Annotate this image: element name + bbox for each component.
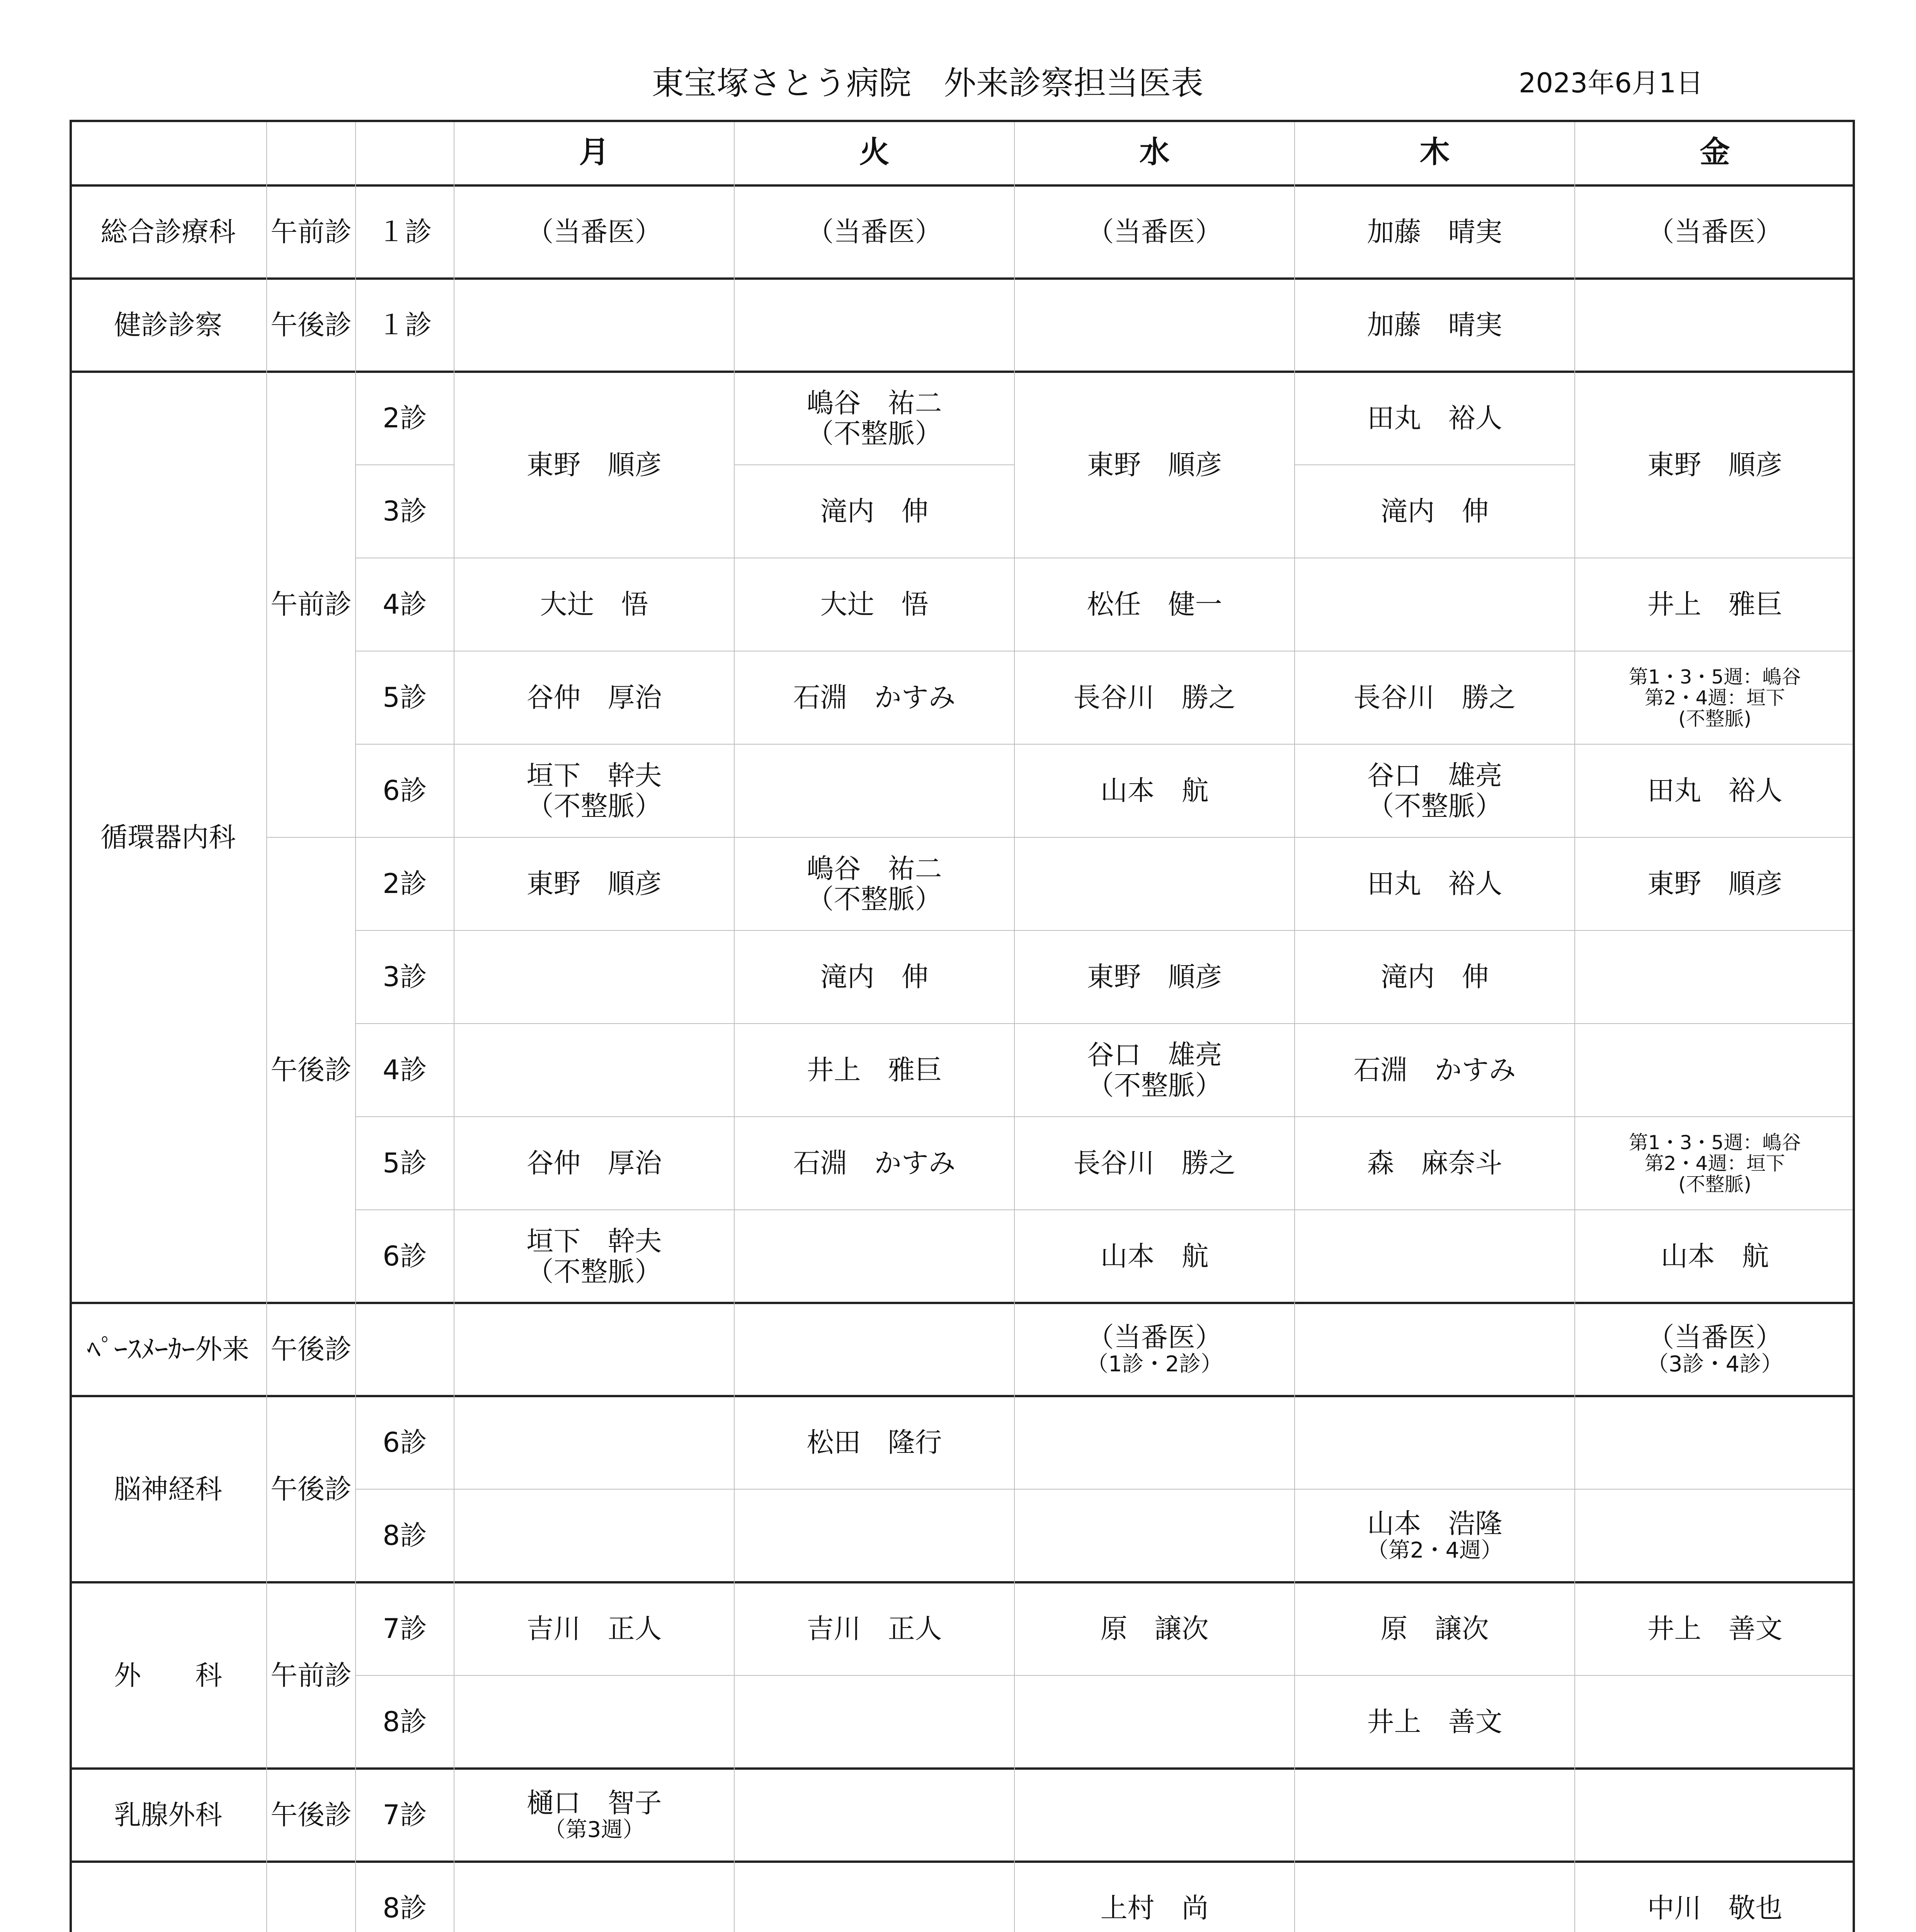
- day-header: 木: [1419, 135, 1450, 170]
- doctor-cell-line: 原 譲次: [1380, 1613, 1489, 1645]
- doctor-cell: [1575, 372, 1855, 558]
- department-name-line: 外 科: [114, 1659, 222, 1691]
- doctor-cell-line: 加藤 晴実: [1367, 216, 1503, 248]
- doctor-cell: [1575, 651, 1855, 744]
- doctor-cell: [454, 1582, 734, 1675]
- room-number: 3診: [383, 961, 427, 993]
- doctor-cell-line: 東野 順彦: [1087, 449, 1222, 481]
- room-number: １診: [378, 309, 432, 341]
- room-number: 8診: [383, 1706, 427, 1738]
- doctor-cell-line: （不整脈）: [1087, 1069, 1222, 1101]
- doctor-cell-line: （1診・2診）: [1086, 1352, 1223, 1377]
- doctor-cell-line: 山本 航: [1100, 1240, 1209, 1272]
- doctor-cell-line: （当番医）: [526, 216, 662, 248]
- doctor-cell-line: 谷仲 厚治: [526, 1147, 662, 1179]
- doctor-cell: [1014, 1862, 1295, 1932]
- doctor-cell-line: (不整脈): [1678, 1173, 1751, 1196]
- room-number: 2診: [383, 868, 427, 900]
- doctor-cell-line: 谷口 雄亮: [1087, 1039, 1222, 1071]
- doctor-cell-line: 森 麻奈斗: [1367, 1147, 1503, 1179]
- doctor-cell-line: (不整脈): [1678, 707, 1751, 730]
- day-header: 火: [859, 135, 890, 170]
- doctor-cell: [1575, 558, 1855, 651]
- doctor-cell: [1014, 1210, 1295, 1303]
- doctor-cell: [1295, 837, 1575, 930]
- room-number: 3診: [383, 495, 427, 527]
- doctor-cell-line: （当番医）: [807, 216, 942, 248]
- doctor-cell: [734, 930, 1014, 1024]
- doctor-cell: [1575, 744, 1855, 837]
- doctor-cell: [734, 1024, 1014, 1117]
- doctor-cell-line: 中川 敬也: [1647, 1892, 1783, 1924]
- doctor-cell-line: 田丸 裕人: [1367, 402, 1503, 434]
- session-label: 午後診: [271, 309, 352, 341]
- doctor-cell-line: （不整脈）: [526, 790, 662, 822]
- doctor-cell-line: 松任 健一: [1087, 588, 1222, 621]
- room-number: [356, 1303, 454, 1396]
- doctor-cell-line: （不整脈）: [807, 417, 942, 449]
- doctor-cell-line: 滝内 伸: [820, 495, 929, 527]
- doctor-cell-line: 樋口 智子: [526, 1787, 662, 1819]
- doctor-cell: [1295, 1024, 1575, 1117]
- doctor-cell-line: （当番医）: [1087, 1321, 1222, 1353]
- doctor-cell: [734, 1396, 1014, 1489]
- department-name: [70, 1396, 267, 1582]
- doctor-cell-line: （第2・4週）: [1366, 1538, 1503, 1563]
- doctor-cell-line: 東野 順彦: [1647, 868, 1783, 900]
- doctor-cell: [1295, 1489, 1575, 1582]
- doctor-cell: [734, 465, 1014, 558]
- room-number: 4診: [383, 588, 427, 621]
- doctor-cell-line: 嶋谷 祐二: [807, 387, 942, 419]
- doctor-cell: [454, 558, 734, 651]
- session-label: 午前診: [271, 216, 352, 248]
- doctor-cell-line: 第1・3・5週：嶋谷: [1628, 1131, 1801, 1154]
- doctor-cell-line: 長谷川 勝之: [1073, 1147, 1236, 1179]
- room-number: 5診: [383, 682, 427, 714]
- department-name-line: 総合診療科: [100, 216, 236, 248]
- room-number: １診: [378, 216, 432, 248]
- doctor-cell-line: 田丸 裕人: [1367, 868, 1503, 900]
- room-number: 5診: [383, 1147, 427, 1179]
- doctor-cell-line: 滝内 伸: [820, 961, 929, 993]
- doctor-cell: [1575, 1117, 1855, 1210]
- day-header: 月: [579, 135, 609, 170]
- doctor-cell: [1575, 1582, 1855, 1675]
- doctor-cell: [454, 1210, 734, 1303]
- session-label: 午後診: [271, 1473, 352, 1505]
- session-label: 午後診: [271, 1799, 352, 1831]
- doctor-cell: [734, 558, 1014, 651]
- doctor-cell-line: （不整脈）: [807, 883, 942, 915]
- doctor-cell: [734, 1582, 1014, 1675]
- doctor-cell: [1014, 1117, 1295, 1210]
- doctor-cell-line: （当番医）: [1647, 216, 1783, 248]
- doctor-cell-line: 上村 尚: [1100, 1892, 1209, 1924]
- doctor-cell: [454, 1117, 734, 1210]
- doctor-cell-line: （不整脈）: [1367, 790, 1503, 822]
- doctor-cell: [734, 651, 1014, 744]
- room-number: 6診: [383, 1240, 427, 1272]
- department-name: [70, 1862, 267, 1932]
- room-number: 8診: [383, 1520, 427, 1552]
- department-name-line: 循環器内科: [100, 821, 236, 853]
- doctor-cell: [1014, 185, 1295, 279]
- doctor-cell-line: （当番医）: [1647, 1321, 1783, 1353]
- doctor-cell: [1014, 1024, 1295, 1117]
- department-name-line: 脳神経科: [114, 1473, 222, 1505]
- doctor-cell: [734, 837, 1014, 930]
- doctor-cell: [1575, 837, 1855, 930]
- doctor-cell-line: 長谷川 勝之: [1073, 682, 1236, 714]
- room-number: 6診: [383, 775, 427, 807]
- doctor-cell-line: 井上 善文: [1367, 1706, 1503, 1738]
- doctor-cell: [1014, 372, 1295, 558]
- doctor-cell: [454, 744, 734, 837]
- doctor-cell-line: 東野 順彦: [1087, 961, 1222, 993]
- doctor-cell: [1295, 1117, 1575, 1210]
- department-name-line: ﾍﾟｰｽﾒｰｶｰ外来: [87, 1333, 249, 1366]
- doctor-cell: [734, 1117, 1014, 1210]
- doctor-cell-line: 石淵 かすみ: [793, 682, 956, 714]
- page-title: 東宝塚さとう病院 外来診察担当医表: [651, 64, 1203, 102]
- room-number: 6診: [383, 1427, 427, 1459]
- doctor-cell: [734, 185, 1014, 279]
- room-number: 2診: [383, 402, 427, 434]
- doctor-cell: [734, 372, 1014, 465]
- doctor-cell-line: 井上 雅巨: [1647, 588, 1783, 621]
- doctor-cell-line: 第1・3・5週：嶋谷: [1628, 665, 1801, 688]
- doctor-cell-line: 第2・4週：垣下: [1644, 1152, 1785, 1175]
- doctor-cell: [454, 837, 734, 930]
- department-name: [70, 185, 267, 279]
- doctor-cell-line: 吉川 正人: [807, 1613, 942, 1645]
- doctor-cell: [1014, 930, 1295, 1024]
- doctor-cell-line: 石淵 かすみ: [793, 1147, 956, 1179]
- doctor-cell-line: 原 譲次: [1100, 1613, 1209, 1645]
- doctor-cell: [454, 651, 734, 744]
- doctor-cell-line: 山本 浩隆: [1367, 1507, 1503, 1539]
- doctor-cell-line: （第3週）: [544, 1817, 645, 1843]
- doctor-cell-line: 垣下 幹夫: [526, 1225, 662, 1257]
- doctor-cell: [1295, 185, 1575, 279]
- session-label: 午後診: [271, 1333, 352, 1366]
- doctor-cell: [1295, 372, 1575, 465]
- department-name: [70, 1303, 267, 1396]
- doctor-cell: [1295, 744, 1575, 837]
- doctor-cell-line: 山本 航: [1100, 775, 1209, 807]
- session-label: [267, 1862, 356, 1932]
- doctor-cell: [1014, 1582, 1295, 1675]
- doctor-cell-line: 加藤 晴実: [1367, 309, 1503, 341]
- day-header: 水: [1139, 135, 1170, 170]
- session-label: 午前診: [271, 588, 352, 621]
- doctor-cell: [454, 185, 734, 279]
- doctor-cell-line: 田丸 裕人: [1647, 775, 1783, 807]
- doctor-cell-line: 滝内 伸: [1380, 495, 1489, 527]
- department-name: [70, 279, 267, 372]
- doctor-cell-line: 嶋谷 祐二: [807, 853, 942, 885]
- doctor-cell-line: 第2・4週：垣下: [1644, 686, 1785, 709]
- doctor-cell: [1575, 1303, 1855, 1396]
- doctor-cell: [454, 1769, 734, 1862]
- doctor-cell: [1295, 1582, 1575, 1675]
- day-header: 金: [1700, 135, 1730, 170]
- doctor-schedule-table: [70, 120, 1855, 1932]
- doctor-cell-line: 東野 順彦: [526, 449, 662, 481]
- doctor-cell-line: （3診・4診）: [1647, 1352, 1783, 1377]
- doctor-cell: [1014, 651, 1295, 744]
- session-label: 午前診: [271, 1659, 352, 1691]
- room-number: 4診: [383, 1054, 427, 1086]
- doctor-cell: [1575, 1862, 1855, 1932]
- doctor-cell: [1295, 465, 1575, 558]
- doctor-cell-line: 山本 航: [1661, 1240, 1769, 1272]
- doctor-cell-line: （不整脈）: [526, 1255, 662, 1287]
- doctor-cell-line: （当番医）: [1087, 216, 1222, 248]
- issue-date: 2023年6月1日: [1519, 67, 1703, 99]
- room-number: 7診: [383, 1613, 427, 1645]
- doctor-cell: [1295, 930, 1575, 1024]
- department-name: [70, 372, 267, 1303]
- department-name-line: 乳腺外科: [114, 1799, 222, 1831]
- room-number: 7診: [383, 1799, 427, 1831]
- doctor-cell-line: 石淵 かすみ: [1353, 1054, 1516, 1086]
- doctor-cell-line: 垣下 幹夫: [526, 760, 662, 792]
- doctor-cell-line: 井上 雅巨: [807, 1054, 942, 1086]
- doctor-cell-line: 谷仲 厚治: [526, 682, 662, 714]
- department-name: [70, 1582, 267, 1769]
- doctor-cell-line: 大辻 悟: [820, 588, 929, 621]
- doctor-cell: [1014, 558, 1295, 651]
- doctor-cell: [1575, 185, 1855, 279]
- doctor-cell: [1295, 1675, 1575, 1769]
- doctor-cell: [1014, 744, 1295, 837]
- department-name: [70, 1769, 267, 1862]
- doctor-cell: [1295, 651, 1575, 744]
- doctor-cell-line: 大辻 悟: [540, 588, 648, 621]
- room-number: 8診: [383, 1892, 427, 1924]
- doctor-cell-line: 滝内 伸: [1380, 961, 1489, 993]
- department-name-line: 健診診察: [114, 309, 222, 341]
- doctor-cell: [1014, 1303, 1295, 1396]
- session-label: 午後診: [271, 1054, 352, 1086]
- doctor-cell-line: 松田 隆行: [807, 1427, 942, 1459]
- doctor-cell-line: 東野 順彦: [526, 868, 662, 900]
- doctor-cell: [454, 372, 734, 558]
- doctor-cell-line: 吉川 正人: [526, 1613, 662, 1645]
- doctor-cell-line: 長谷川 勝之: [1353, 682, 1516, 714]
- doctor-cell-line: 井上 善文: [1647, 1613, 1783, 1645]
- doctor-cell: [1295, 279, 1575, 372]
- doctor-cell-line: 東野 順彦: [1647, 449, 1783, 481]
- doctor-cell-line: 谷口 雄亮: [1367, 760, 1503, 792]
- doctor-cell: [1575, 1210, 1855, 1303]
